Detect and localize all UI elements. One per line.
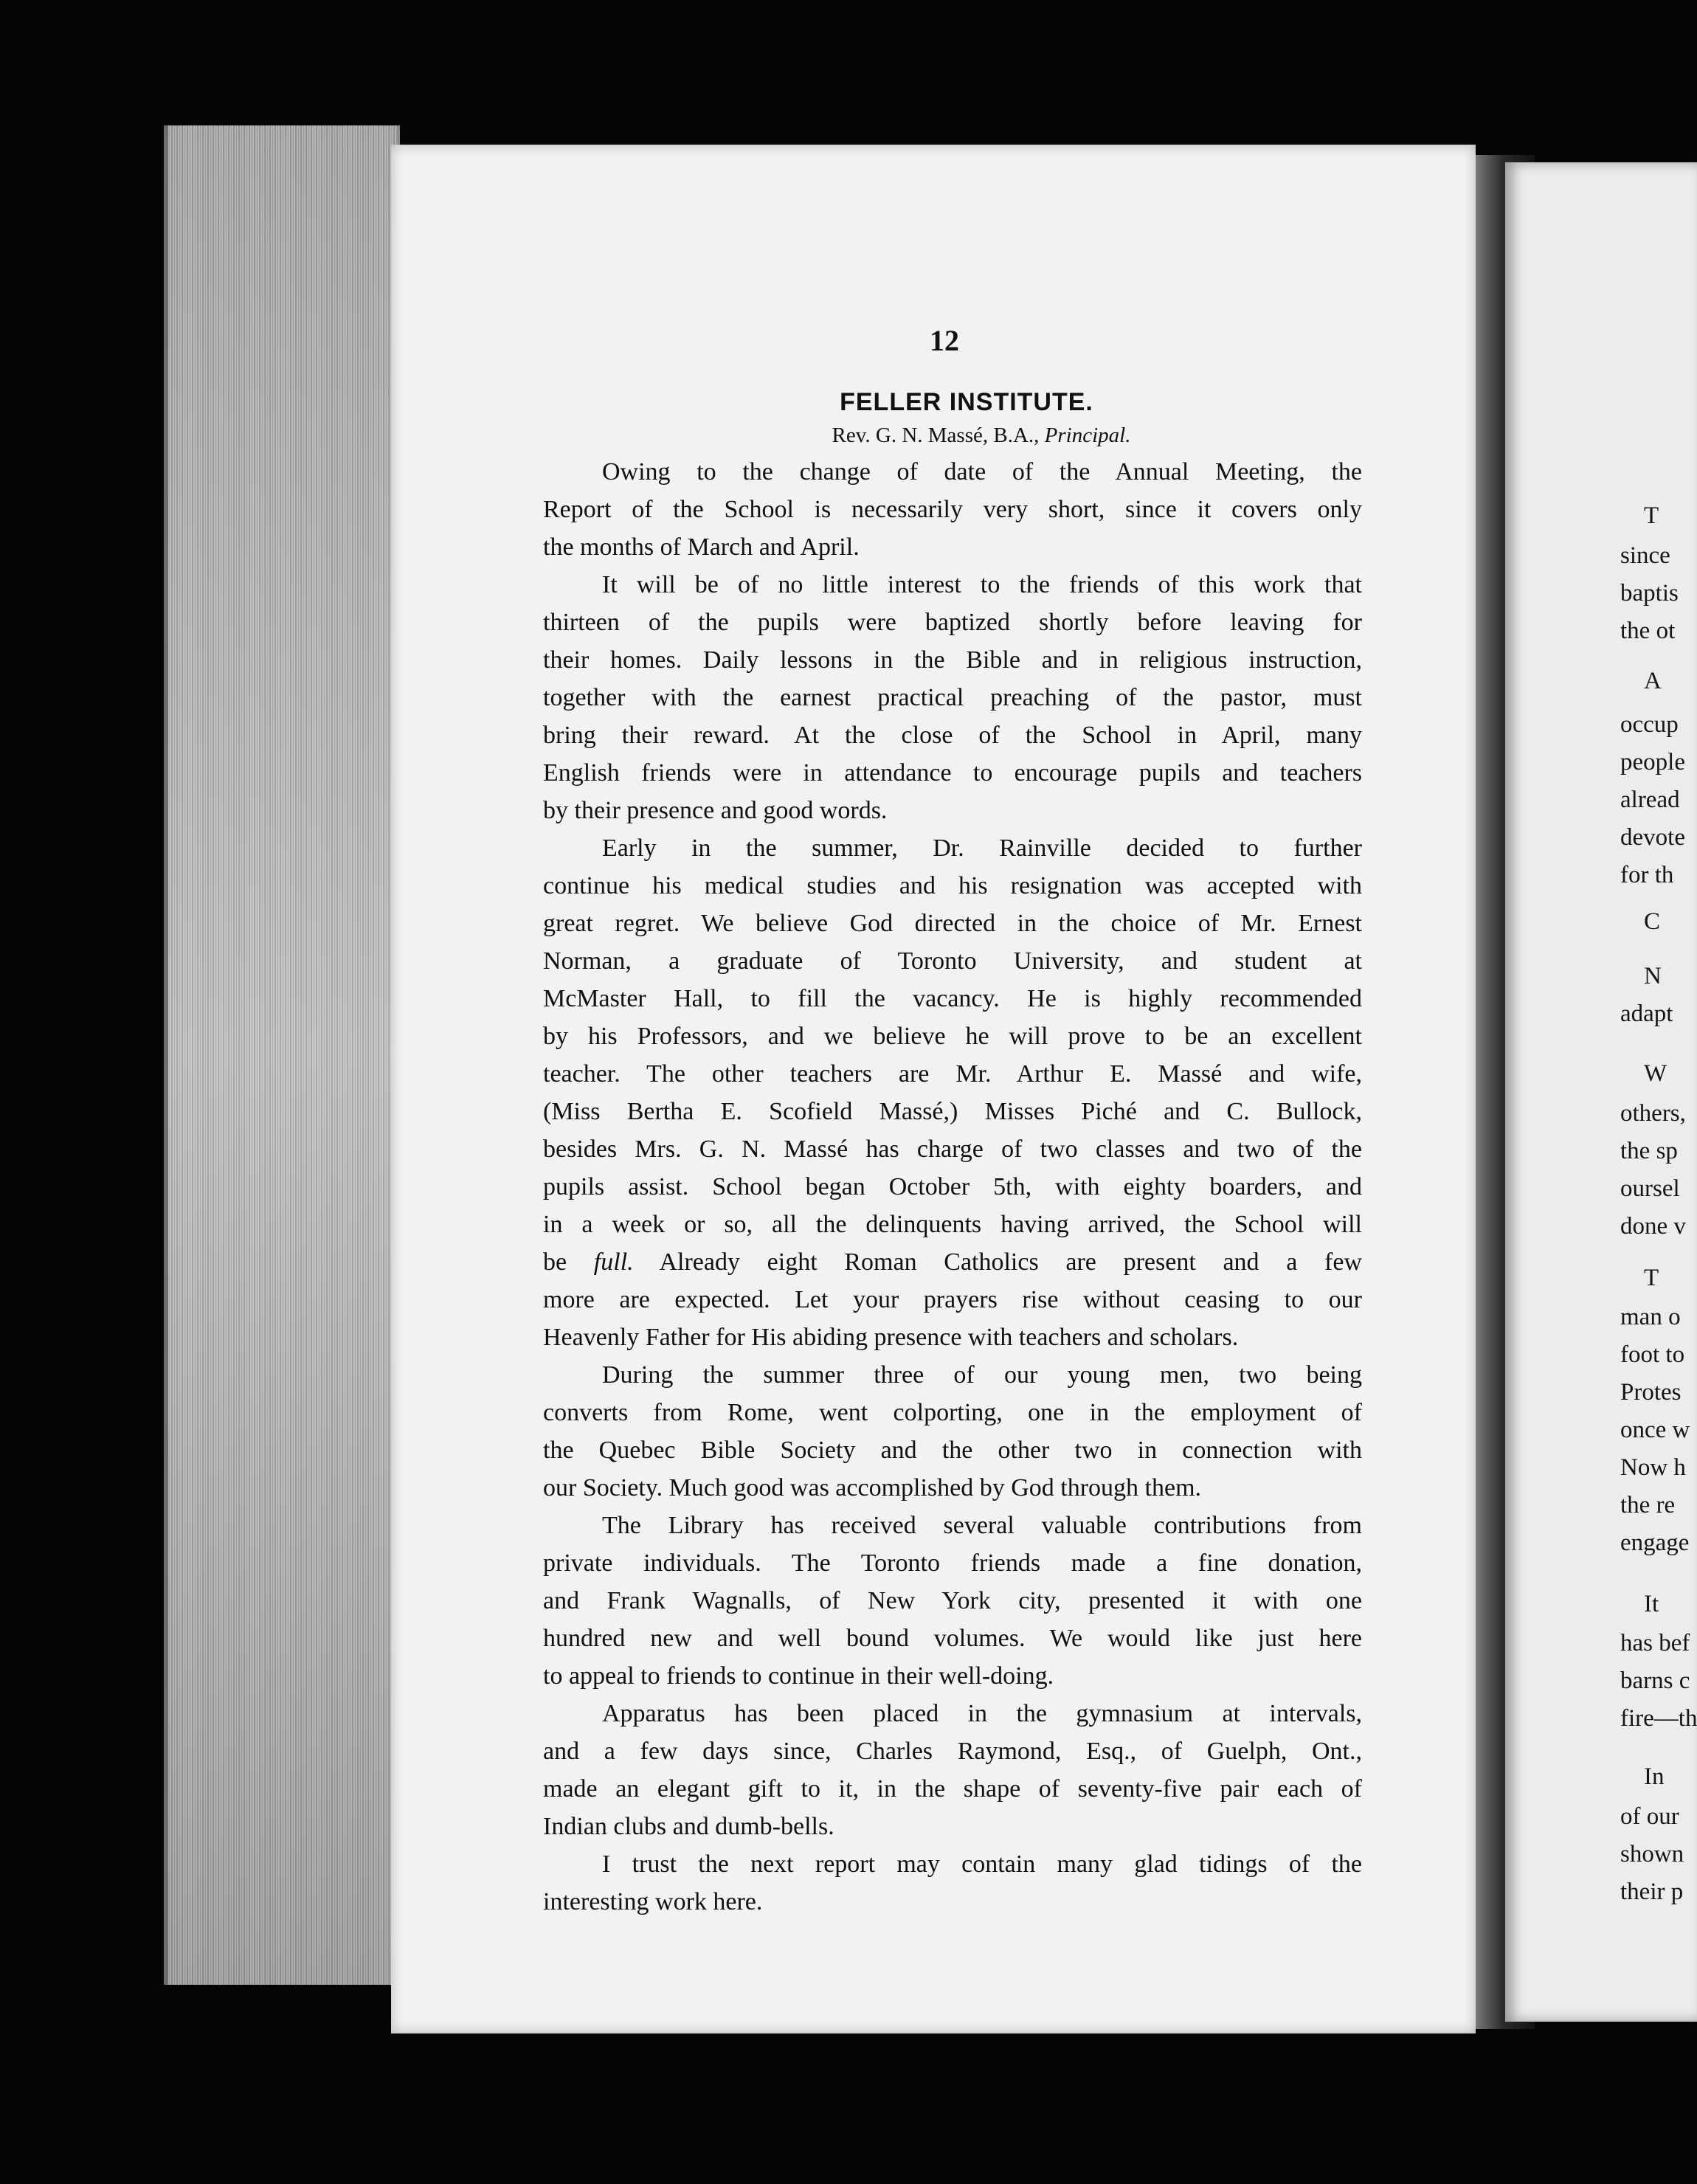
body-line: (Miss Bertha E. Scofield Massé,) Misses Piché and C. Bullock, <box>543 1098 1362 1125</box>
body-text-segment: be <box>543 1248 567 1276</box>
body-line: besides Mrs. G. N. Massé has charge of two classes and two of the <box>543 1136 1362 1163</box>
body-line: English friends were in attendance to encourage pupils and teachers <box>543 759 1362 787</box>
facing-page-line: man o <box>1620 1304 1681 1330</box>
body-line: by their presence and good words. <box>543 797 888 824</box>
principal-line <box>694 424 1269 448</box>
body-line: Heavenly Father for His abiding presence with teachers and scholars. <box>543 1324 1239 1351</box>
body-line: and a few days since, Charles Raymond, Esq., of Guelph, Ont., <box>543 1738 1362 1765</box>
facing-page-line: oursel <box>1620 1175 1680 1202</box>
book-page-edges <box>164 125 400 1985</box>
facing-page-line: Now h <box>1620 1454 1686 1481</box>
facing-page-line: C <box>1644 908 1661 935</box>
article-title: FELLER INSTITUTE. <box>840 388 1093 416</box>
facing-page-line: W <box>1644 1060 1667 1087</box>
body-line: the Quebec Bible Society and the other two in connection with <box>543 1437 1362 1464</box>
body-line: Report of the School is necessarily very short, since it covers only <box>543 496 1362 523</box>
facing-page-line: foot to <box>1620 1341 1685 1368</box>
facing-page-line: N <box>1644 963 1662 989</box>
body-line: their homes. Daily lessons in the Bible and in religious instruction, <box>543 646 1362 674</box>
body-text-segment: Already eight Roman Catholics are present and a few <box>659 1248 1363 1276</box>
body-line: interesting work here. <box>543 1888 763 1915</box>
body-line: and Frank Wagnalls, of New York city, presented it with one <box>543 1587 1362 1614</box>
facing-page-line: of our <box>1620 1803 1679 1830</box>
body-line: I trust the next report may contain many glad tidings of the <box>602 1850 1362 1878</box>
body-line: thirteen of the pupils were baptized shortly before leaving for <box>543 609 1362 636</box>
principal-role: Principal. <box>1044 424 1131 447</box>
emphasized-word: full. <box>593 1248 634 1276</box>
facing-page-line: Protes <box>1620 1379 1682 1406</box>
body-line: bring their reward. At the close of the School in April, many <box>543 722 1362 749</box>
facing-page-line: the sp <box>1620 1138 1678 1164</box>
body-line: pupils assist. School began October 5th, with eighty boarders, and <box>543 1173 1362 1200</box>
facing-page-line: their p <box>1620 1879 1684 1905</box>
facing-page-line: devote <box>1620 824 1685 851</box>
facing-page-line: T <box>1644 502 1659 529</box>
body-line: hundred new and well bound volumes. We would like just here <box>543 1625 1362 1652</box>
body-line <box>543 1249 1362 1276</box>
body-line: It will be of no little interest to the friends of this work that <box>602 571 1362 598</box>
body-line: Norman, a graduate of Toronto University, and student at <box>543 947 1362 975</box>
facing-page-line: done v <box>1620 1213 1686 1240</box>
body-line: Early in the summer, Dr. Rainville decided to further <box>602 834 1362 862</box>
facing-page-line: engage <box>1620 1530 1690 1556</box>
body-line: teacher. The other teachers are Mr. Arthur E. Massé and wife, <box>543 1060 1362 1088</box>
body-line: The Library has received several valuable contributions from <box>602 1512 1362 1539</box>
facing-page-line: others, <box>1620 1100 1686 1127</box>
body-line: by his Professors, and we believe he will prove to be an excellent <box>543 1023 1362 1050</box>
body-line: great regret. We believe God directed in the choice of Mr. Ernest <box>543 910 1362 937</box>
body-line: Owing to the change of date of the Annual Meeting, the <box>602 458 1362 485</box>
body-line: continue his medical studies and his resignation was accepted with <box>543 872 1362 899</box>
body-line: converts from Rome, went colporting, one in the employment of <box>543 1399 1362 1426</box>
facing-page-line: baptis <box>1620 580 1679 607</box>
body-line: Indian clubs and dumb-bells. <box>543 1813 834 1840</box>
body-line: in a week or so, all the delinquents having arrived, the School will <box>543 1211 1362 1238</box>
facing-page-line: since <box>1620 542 1670 569</box>
body-line: more are expected. Let your prayers rise without ceasing to our <box>543 1286 1362 1313</box>
facing-page-line: fire—th <box>1620 1705 1697 1732</box>
facing-page-line: It <box>1644 1591 1659 1617</box>
facing-page-line: barns c <box>1620 1668 1690 1694</box>
facing-page-line: A <box>1644 668 1662 694</box>
facing-page-line: shown <box>1620 1841 1684 1867</box>
facing-page-line: In <box>1644 1763 1665 1790</box>
facing-page-line: adapt <box>1620 1001 1673 1027</box>
facing-page-line: occup <box>1620 711 1679 738</box>
facing-page-line: people <box>1620 749 1685 775</box>
facing-page-line: has bef <box>1620 1630 1690 1656</box>
facing-page <box>1505 162 1697 2022</box>
body-line: McMaster Hall, to fill the vacancy. He is highly recommended <box>543 985 1362 1012</box>
body-line: the months of March and April. <box>543 533 860 561</box>
facing-page-line: for th <box>1620 862 1674 888</box>
body-line: During the summer three of our young men, two being <box>602 1361 1362 1389</box>
facing-page-line: once w <box>1620 1417 1690 1443</box>
facing-page-line: the re <box>1620 1492 1676 1518</box>
principal-name: Rev. G. N. Massé, B.A., <box>832 424 1040 447</box>
body-line: made an elegant gift to it, in the shape of seventy-five pair each of <box>543 1775 1362 1803</box>
body-line: to appeal to friends to continue in their well-doing. <box>543 1662 1054 1690</box>
body-line: together with the earnest practical preaching of the pastor, must <box>543 684 1362 711</box>
body-line: Apparatus has been placed in the gymnasium at intervals, <box>602 1700 1362 1727</box>
body-line: our Society. Much good was accomplished by God through them. <box>543 1474 1202 1502</box>
body-line: private individuals. The Toronto friends made a fine donation, <box>543 1549 1362 1577</box>
page-number: 12 <box>930 324 959 357</box>
facing-page-line: alread <box>1620 787 1680 813</box>
facing-page-line: T <box>1644 1265 1659 1291</box>
facing-page-line: the ot <box>1620 618 1676 644</box>
